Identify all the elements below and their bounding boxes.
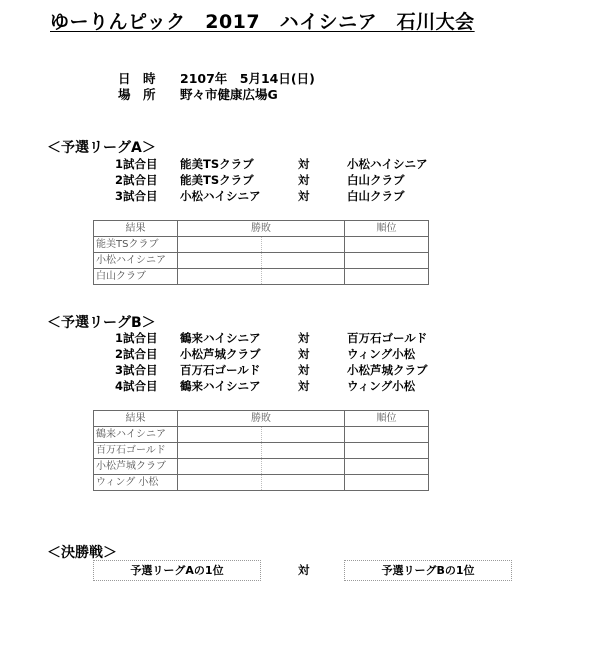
match-no: 4試合目 — [115, 379, 158, 393]
league-a-heading: ＜予選リーグA＞ — [47, 140, 156, 156]
place-label: 場 所 — [118, 87, 156, 102]
win-cell[interactable] — [178, 443, 262, 459]
win-cell[interactable] — [178, 459, 262, 475]
table-row — [94, 475, 429, 491]
team-name: 鶴来ハイシニア — [94, 427, 178, 443]
team-name: 百万石ゴールド — [94, 443, 178, 459]
team-name: 小松ハイシニア — [94, 253, 178, 269]
date-label: 日 時 — [118, 71, 156, 86]
win-cell[interactable] — [178, 475, 262, 491]
loss-cell[interactable] — [262, 459, 345, 475]
win-cell[interactable] — [178, 253, 262, 269]
loss-cell[interactable] — [262, 443, 345, 459]
win-cell[interactable] — [178, 269, 262, 285]
table-row — [94, 253, 429, 269]
loss-cell[interactable] — [262, 253, 345, 269]
date-value: 2107年 5月14日(日) — [180, 71, 315, 86]
league-b-heading: ＜予選リーグB＞ — [47, 315, 156, 331]
loss-cell[interactable] — [262, 237, 345, 253]
match-no: 3試合目 — [115, 189, 158, 203]
match-away: 白山クラブ — [347, 173, 405, 187]
final-right-slot[interactable]: 予選リーグBの1位 — [344, 560, 512, 581]
loss-cell[interactable] — [262, 427, 345, 443]
match-home: 鶴来ハイシニア — [180, 331, 261, 345]
match-vs: 対 — [298, 157, 310, 171]
header-winloss: 勝敗 — [178, 411, 345, 427]
league-b-results-table — [93, 410, 429, 491]
page-title: ゆーりんピック 2017 ハイシニア 石川大会 — [50, 11, 475, 33]
table-header-row — [94, 221, 429, 237]
place-value: 野々市健康広場G — [180, 87, 278, 102]
rank-cell[interactable] — [345, 269, 429, 285]
match-away: 百万石ゴールド — [347, 331, 428, 345]
match-home: 小松ハイシニア — [180, 189, 261, 203]
header-winloss: 勝敗 — [178, 221, 345, 237]
match-no: 3試合目 — [115, 363, 158, 377]
win-cell[interactable] — [178, 237, 262, 253]
league-a-results-table — [93, 220, 429, 285]
rank-cell[interactable] — [345, 475, 429, 491]
table-header-row — [94, 411, 429, 427]
match-vs: 対 — [298, 347, 310, 361]
match-no: 2試合目 — [115, 173, 158, 187]
match-vs: 対 — [298, 363, 310, 377]
table-row — [94, 237, 429, 253]
match-away: ウィング小松 — [347, 347, 416, 361]
rank-cell[interactable] — [345, 427, 429, 443]
match-home: 鶴来ハイシニア — [180, 379, 261, 393]
match-vs: 対 — [298, 331, 310, 345]
match-no: 1試合目 — [115, 157, 158, 171]
final-heading: ＜決勝戦＞ — [47, 545, 117, 561]
team-name: 能美TSクラブ — [94, 237, 178, 253]
match-vs: 対 — [298, 173, 310, 187]
table-row — [94, 269, 429, 285]
match-away: ウィング小松 — [347, 379, 416, 393]
match-vs: 対 — [298, 379, 310, 393]
header-result: 結果 — [94, 221, 178, 237]
rank-cell[interactable] — [345, 443, 429, 459]
rank-cell[interactable] — [345, 237, 429, 253]
header-result: 結果 — [94, 411, 178, 427]
match-vs: 対 — [298, 189, 310, 203]
match-home: 小松芦城クラブ — [180, 347, 261, 361]
team-name: 小松芦城クラブ — [94, 459, 178, 475]
match-no: 1試合目 — [115, 331, 158, 345]
table-row — [94, 427, 429, 443]
final-left-slot[interactable]: 予選リーグAの1位 — [93, 560, 261, 581]
table-row — [94, 459, 429, 475]
match-home: 能美TSクラブ — [180, 157, 254, 171]
match-away: 小松ハイシニア — [347, 157, 428, 171]
team-name: ウィング 小松 — [94, 475, 178, 491]
match-home: 能美TSクラブ — [180, 173, 254, 187]
match-home: 百万石ゴールド — [180, 363, 261, 377]
rank-cell[interactable] — [345, 459, 429, 475]
header-rank: 順位 — [345, 411, 429, 427]
match-no: 2試合目 — [115, 347, 158, 361]
team-name: 白山クラブ — [94, 269, 178, 285]
header-rank: 順位 — [345, 221, 429, 237]
match-away: 小松芦城クラブ — [347, 363, 428, 377]
loss-cell[interactable] — [262, 269, 345, 285]
rank-cell[interactable] — [345, 253, 429, 269]
loss-cell[interactable] — [262, 475, 345, 491]
win-cell[interactable] — [178, 427, 262, 443]
table-row — [94, 443, 429, 459]
final-vs: 対 — [298, 563, 310, 577]
match-away: 白山クラブ — [347, 189, 405, 203]
